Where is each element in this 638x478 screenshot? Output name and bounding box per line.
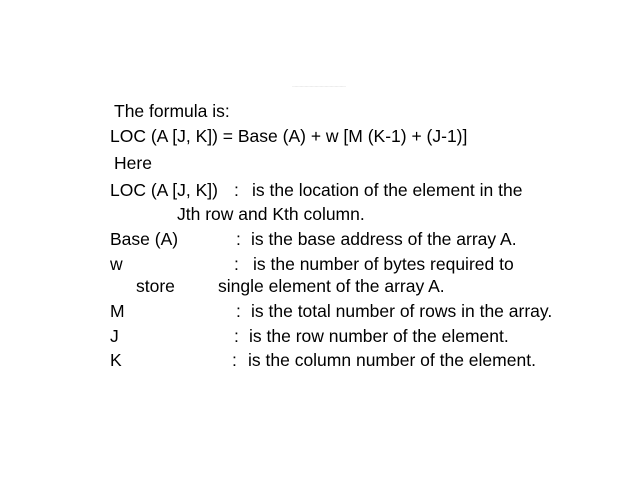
definition-description: is the column number of the element. (248, 350, 536, 370)
formula-intro: The formula is: (114, 101, 230, 121)
definition-separator: : (234, 180, 239, 200)
definition-term: K (110, 350, 122, 370)
definition-term: Base (A) (110, 229, 179, 249)
slide-title: ................................................................ (292, 84, 346, 88)
definition-description: is the location of the element in the (252, 180, 523, 200)
definition-continuation: store (136, 276, 175, 296)
definition-continuation: Jth row and Kth column. (177, 204, 365, 224)
definition-separator: : (236, 301, 241, 321)
definition-separator: : (234, 254, 239, 274)
definition-separator: : (236, 229, 241, 249)
definition-description: is the total number of rows in the array. (251, 301, 553, 321)
formula-text: LOC (A [J, K]) = Base (A) + w [M (K-1) + (J-1)] (110, 126, 468, 146)
here-label: Here (114, 153, 152, 173)
definition-separator: : (234, 326, 239, 346)
definition-term: LOC (A [J, K]) (110, 180, 218, 200)
definition-description: is the row number of the element. (249, 326, 509, 346)
definition-description: is the number of bytes required to (253, 254, 514, 274)
definition-term: w (110, 254, 123, 274)
definition-continuation: single element of the array A. (218, 276, 445, 296)
definition-term: M (110, 301, 125, 321)
definition-term: J (110, 326, 119, 346)
definition-separator: : (232, 350, 237, 370)
definition-description: is the base address of the array A. (251, 229, 517, 249)
